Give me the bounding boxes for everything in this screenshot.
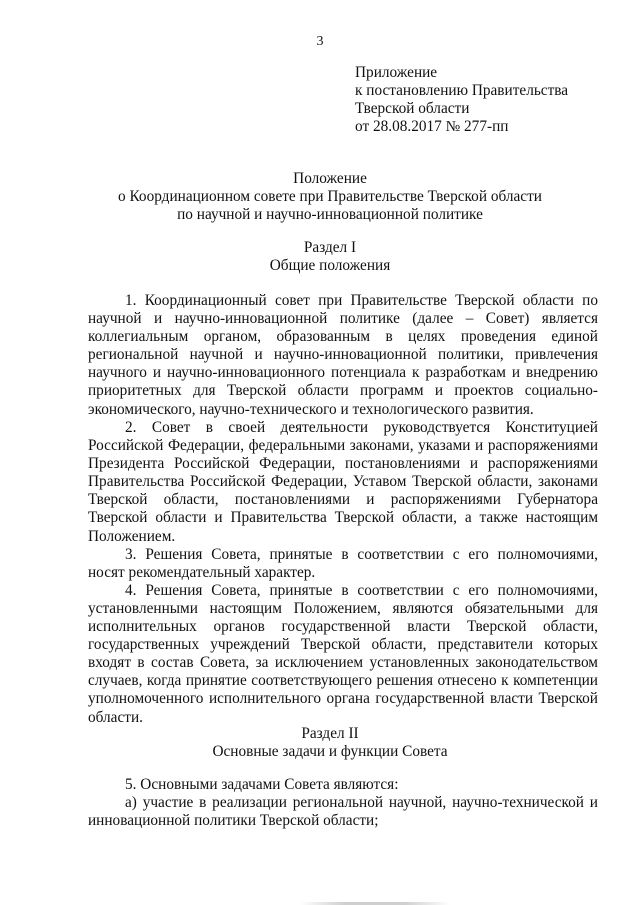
section-title: Общие положения xyxy=(269,257,391,274)
paragraph: а) участие в реализации региональной научной, научно-технической и инновационной политики Тверской области; xyxy=(88,794,598,830)
appendix-line: Тверской области xyxy=(355,100,470,117)
paragraph: 2. Совет в своей деятельности руководствуется Конституцией Российской Федерации, федеральными законами, указами и распоряжениями Президента Российской Федерации, постановлениями и распоряжениями Правительства Российской Федерации, Уставом Тверской области, законами Тверской области, постановлениями и распоряжениями Губернатора Тверской области и Правительства Тверской области, а также настоящим Положением. xyxy=(88,419,598,545)
section-number: Раздел II xyxy=(301,725,359,742)
appendix-date-number: от 28.08.2017 № 277-пп xyxy=(355,118,509,135)
appendix-line: к постановлению Правительства xyxy=(355,82,569,99)
appendix-header xyxy=(355,64,568,136)
paragraph: 5. Основными задачами Совета являются: xyxy=(125,776,399,793)
paragraph: 3. Решения Совета, принятые в соответствии с его полномочиями, носят рекомендательный характер. xyxy=(88,545,598,581)
appendix-line: Приложение xyxy=(355,64,438,81)
document-title xyxy=(60,170,600,224)
section-2-body xyxy=(88,776,598,830)
paragraph: 4. Решения Совета, принятые в соответствии с его полномочиями, установленными настоящим Положением, являются обязательными для исполнительных органов государственной власти Тверской области, государственных учреждений Тверской области, представители которых входят в состав Совета, за исключением установленных законодательством случаев, когда принятие соответствующего решения отнесено к компетенции уполномоченного исполнительного органа государственной власти Тверской области. xyxy=(88,581,598,726)
title-line: о Координационном совете при Правительстве Тверской области xyxy=(118,188,542,205)
paragraph: 1. Координационный совет при Правительстве Тверской области по научной и научно-инновационной политике (далее – Совет) является коллегиальным органом, образованным в целях проведения единой региональной научной и научно-инновационной политики, привлечения научного и научно-инновационного потенциала к разработкам и внедрению приоритетных для Тверской области программ и проектов социально-экономического, научно-технического и технологического развития. xyxy=(88,292,598,418)
section-1-heading xyxy=(60,239,600,275)
section-title: Основные задачи и функции Совета xyxy=(212,743,448,760)
section-1-body-start xyxy=(88,292,598,419)
section-number: Раздел I xyxy=(303,239,357,256)
page-number: 3 xyxy=(316,34,324,49)
title-line: по научной и научно-инновационной политике xyxy=(177,206,483,223)
section-2-heading xyxy=(60,725,600,761)
title-line: Положение xyxy=(293,170,367,187)
section-1-body xyxy=(88,419,598,727)
